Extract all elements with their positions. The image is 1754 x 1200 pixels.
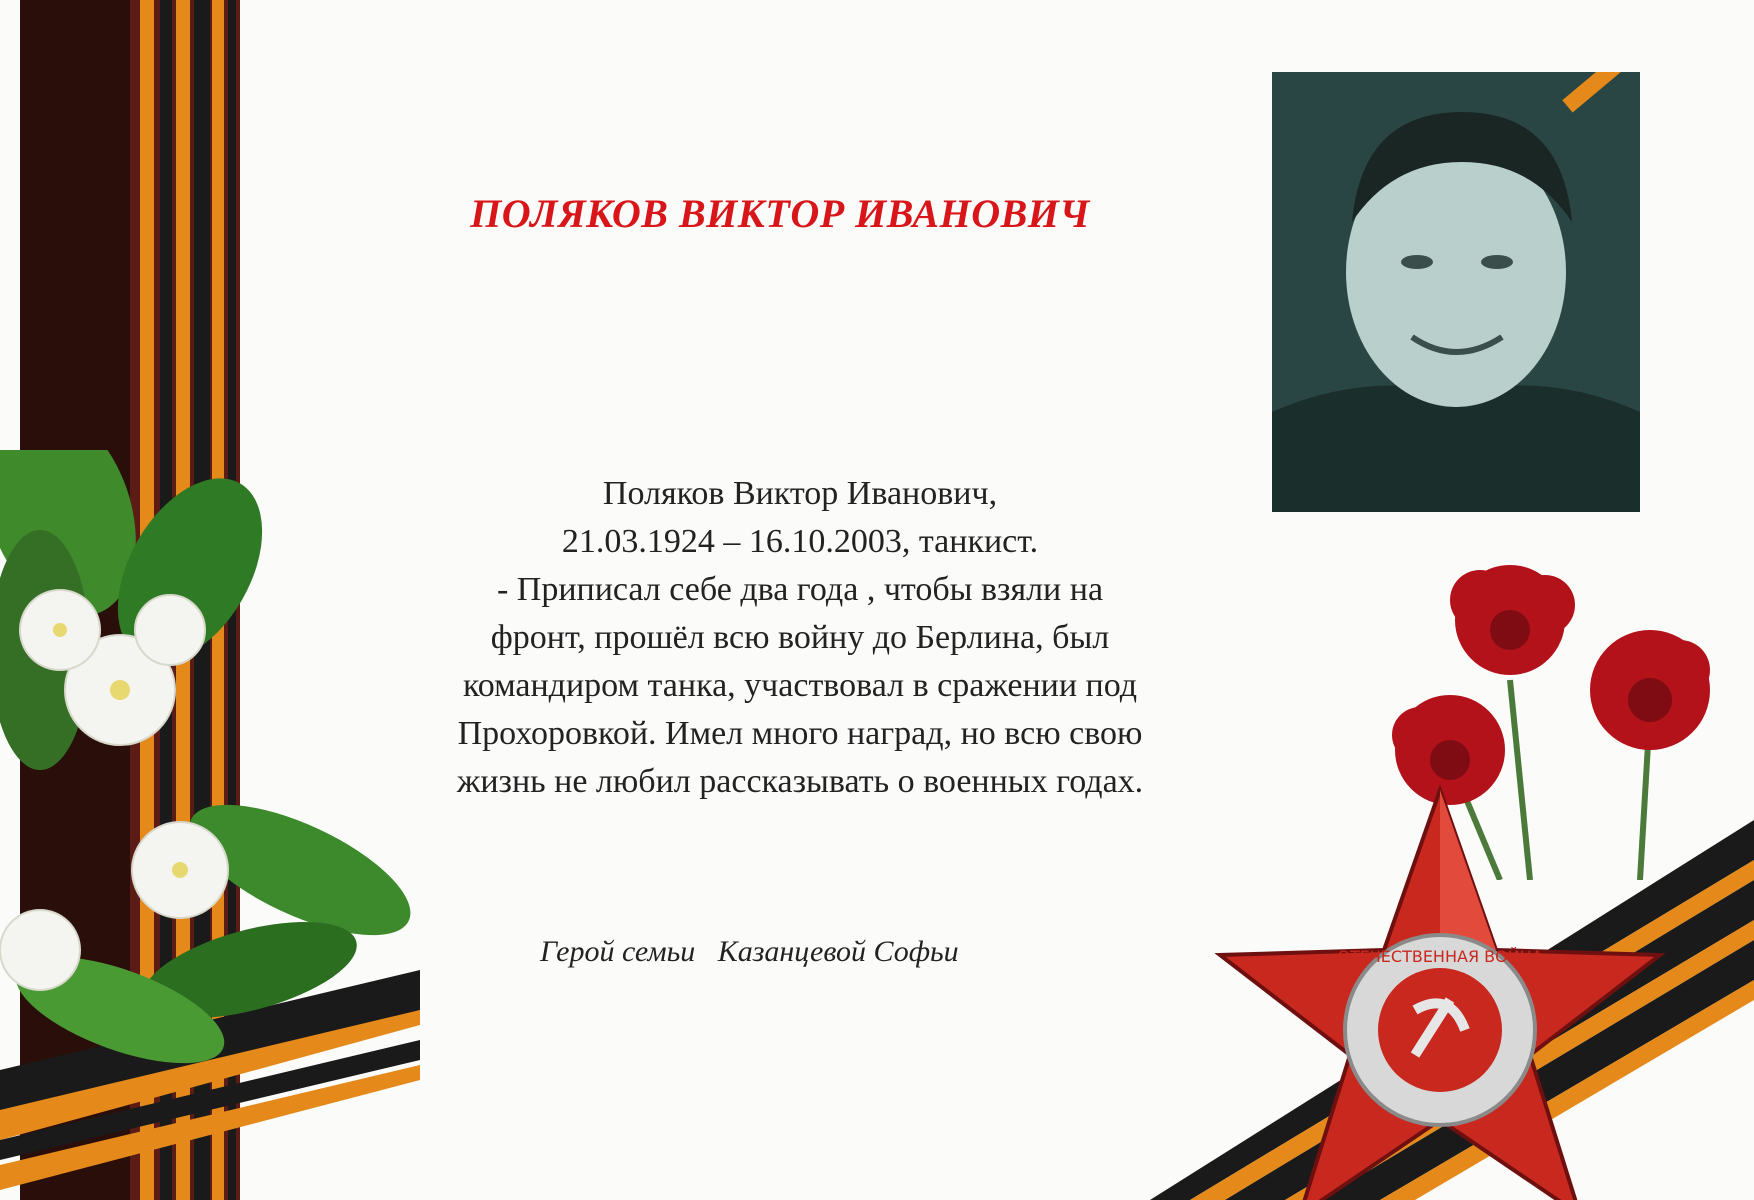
bio-line: 21.03.1924 – 16.10.2003, танкист. bbox=[561, 523, 1039, 560]
card-title: ПОЛЯКОВ ВИКТОР ИВАНОВИЧ bbox=[470, 191, 1090, 236]
bio-line: - Приписал себе два года , чтобы взяли на bbox=[496, 571, 1104, 608]
veteran-portrait-photo bbox=[1272, 72, 1640, 512]
bio-line: жизнь не любил рассказывать о военных годах. bbox=[456, 763, 1144, 800]
order-patriotic-war-illustration bbox=[1150, 780, 1754, 1200]
family-hero-line bbox=[540, 935, 1140, 969]
bio-line: Поляков Виктор Иванович, bbox=[602, 475, 998, 512]
order-inscription: ОТЕЧЕСТВЕННАЯ ВОЙНА bbox=[1337, 947, 1543, 966]
bio-line: командиром танка, участвовал в сражении под bbox=[462, 667, 1138, 704]
family-label: Герой семьи bbox=[540, 935, 696, 968]
bio-line: фронт, прошёл всю войну до Берлина, был bbox=[490, 619, 1110, 656]
bio-line: Прохоровкой. Имел много наград, но всю свою bbox=[457, 715, 1143, 752]
biography-text bbox=[360, 470, 1240, 806]
apple-blossom-illustration bbox=[0, 450, 420, 1200]
family-name: Казанцевой Софьи bbox=[717, 935, 959, 968]
